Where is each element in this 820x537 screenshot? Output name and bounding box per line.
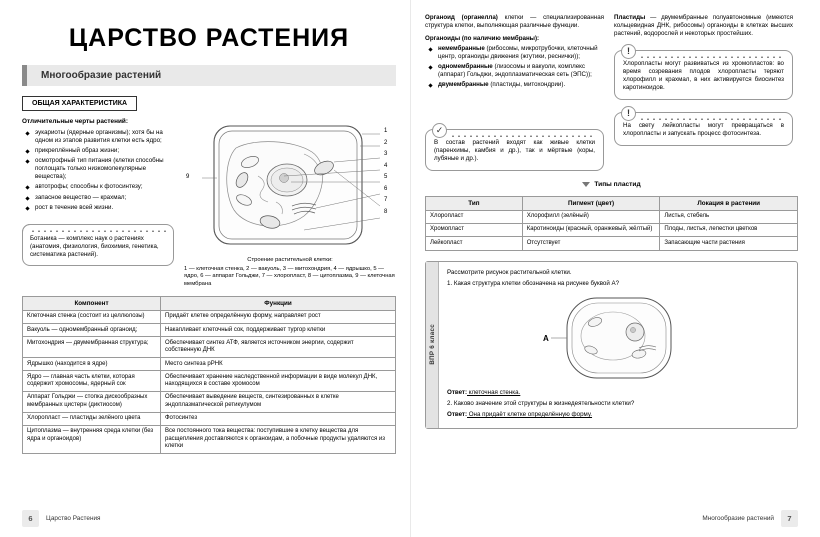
organoid-definition — [425, 14, 604, 30]
list-item: запасное вещество — крахмал; — [31, 194, 174, 202]
figure-column — [184, 118, 396, 288]
vpr-exercise-block — [425, 261, 798, 429]
table-row — [23, 371, 396, 392]
figure-number-labels — [384, 128, 394, 220]
plastid-callout-a-text: Хлоропласты могут развиваться из хромопластов: во время созревания плодов хлоропласты теряют хлорофилл и крахмал, в них активируется биосинтез каротиноидов. — [623, 59, 784, 91]
plastid-definition — [614, 14, 793, 38]
plastid-callout-b-text: На свету лейкопласты могут превращаться в хлоропласты и запускать процесс фотосинтеза. — [623, 122, 784, 138]
table-row — [23, 425, 396, 453]
list-item: рост в течение всей жизни. — [31, 204, 174, 212]
table-cell-function: Придаёт клетке определённую форму, направляет рост — [161, 310, 396, 323]
plant-cell-figure — [184, 118, 396, 253]
plastids-column — [614, 14, 793, 171]
vpr-question-2: 2. Каково значение этой структуры в жизнедеятельности клетки? — [447, 399, 635, 407]
table-cell-component: Аппарат Гольджи — стопка дискообразных мембранных цистерн (диктиосом) — [23, 391, 161, 412]
table-cell-location: Запасающие части растения — [660, 237, 798, 250]
list-item — [434, 45, 604, 61]
page-title: ЦАРСТВО РАСТЕНИЯ — [68, 24, 350, 52]
footer-left — [22, 510, 396, 527]
organoid-text: клетки — специализированная структура клетки, выполняющая различные функции. — [425, 14, 604, 29]
page-number: 7 — [781, 510, 798, 527]
table-header-cell: Локация в растении — [660, 197, 798, 211]
botany-callout — [22, 224, 174, 266]
right-columns — [425, 14, 798, 171]
table-cell-component: Ядро — главная часть клетки, которая содержит хромосомы, ядерный сок — [23, 371, 161, 392]
table-row — [23, 310, 396, 323]
table-row — [23, 358, 396, 371]
table-row — [23, 412, 396, 425]
triangle-down-icon — [582, 182, 590, 187]
table-row — [23, 337, 396, 358]
figure-caption-text: 1 — клеточная стенка, 2 — вакуоль, 3 — митохондрия, 4 — ядрышко, 5 — ядро, 6 — аппарат Гольджи, 7 — хлоропласт, 8 — цитоплазма, 9 — клеточная мембрана — [184, 265, 395, 287]
plastid-term: Пластиды — [614, 14, 646, 21]
table-cell-function: Обеспечивает хранение наследственной информации в виде молекул ДНК, находящихся в составе хромосом — [161, 371, 396, 392]
section-label: ОБЩАЯ ХАРАКТЕРИСТИКА — [22, 96, 137, 111]
table-cell-pigment: Отсутствует — [522, 237, 660, 250]
table-cell-type: Лейкопласт — [426, 237, 523, 250]
list-item: эукариоты (ядерные организмы); хотя бы на одном из этапов развития клетки есть ядро; — [31, 129, 174, 145]
table-cell-location: Плоды, листья, лепестки цветков — [660, 223, 798, 236]
table-header-cell: Функции — [161, 297, 396, 311]
table-cell-function: Все постоянного тока вещества: поступившие в клетку вещества для расщепления доставляются к органоидам, а побочные продукты удаляются из клетки — [161, 425, 396, 453]
check-callout — [425, 124, 604, 171]
table-cell-pigment: Каротиноиды (красный, оранжевый, жёлтый) — [522, 223, 660, 236]
vpr-content — [439, 262, 797, 428]
chapter-heading-bar — [22, 65, 396, 86]
page-right — [410, 0, 820, 537]
table-cell-function: Обеспечивает выведение веществ, синтезированных в клетке эндоплазматической ретикулумом — [161, 391, 396, 412]
organoids-subheading: Органоиды (по наличию мембраны): — [425, 34, 540, 42]
plastid-callout-a — [614, 45, 793, 100]
botany-callout-text: Ботаника — комплекс наук о растениях (анатомия, физиология, биохимия, генетика, систематика растений). — [30, 234, 159, 258]
plastid-callout-b — [614, 108, 793, 146]
list-item — [434, 81, 604, 89]
dotted-leader — [30, 229, 166, 232]
figure-caption — [184, 257, 396, 288]
features-column — [22, 118, 174, 288]
table-cell-component: Вакуоль — одномембранный органоид; — [23, 324, 161, 337]
exclamation-icon: ! — [621, 106, 636, 121]
vpr-figure-letter: А — [543, 333, 549, 343]
table-cell-component: Клеточная стенка (состоит из целлюлозы) — [23, 310, 161, 323]
table-row — [23, 391, 396, 412]
table-cell-type: Хромопласт — [426, 223, 523, 236]
features-lead: Отличительные черты растений: — [22, 118, 128, 125]
vpr-answer-2-label: Ответ: — [447, 410, 468, 418]
list-item-term: одномембранные — [438, 62, 493, 70]
figure-number: 6 — [384, 185, 388, 192]
plastid-types-heading-text: Типы пластид — [594, 181, 641, 188]
plant-cell-outline-icon — [543, 292, 693, 384]
table-header-cell: Компонент — [23, 297, 161, 311]
table-cell-component: Ядрышко (находится в ядре) — [23, 358, 161, 371]
vpr-answer-1-text: клеточная стенка. — [467, 388, 521, 396]
plastid-text: — двумембранные полуавтономные (имеются кольцевидная ДНК, рибосомы) органоиды в клетках высших растений, водорослей и некоторых простейших. — [614, 14, 793, 37]
cell-components-table — [22, 296, 396, 454]
figure-number: 3 — [384, 151, 388, 157]
table-row — [426, 223, 798, 236]
list-item: осмотрофный тип питания (клетки способны поглощать только низкомолекулярные вещества); — [31, 157, 174, 180]
list-item — [434, 63, 604, 79]
figure-number: 5 — [384, 174, 388, 180]
check-callout-text: В состав растений входят как живые клетки (паренхимы, камбия и др.), так и мёртвые (коры, лубяные и др.). — [434, 138, 595, 162]
vpr-figure — [447, 292, 789, 384]
vpr-tab-label: ВПР 6 класс — [428, 324, 436, 366]
check-icon: ✓ — [432, 123, 447, 138]
table-row — [426, 237, 798, 250]
plant-cell-diagram-icon — [184, 118, 396, 253]
list-item-text: (рибосомы, микротрубочки, клеточный центр, органоиды движения (жгутики, реснички)); — [438, 44, 598, 60]
table-header-cell: Пигмент (цвет) — [522, 197, 660, 211]
footer-text: Царство Растения — [46, 515, 101, 522]
exclamation-icon: ! — [621, 44, 636, 59]
table-row — [23, 324, 396, 337]
table-cell-location: Листья, стебель — [660, 210, 798, 223]
list-item-text: (лизосомы и вакуоли, комплекс (аппарат) Гольджи, эндоплазматическая сеть (ЭПС)); — [438, 62, 592, 78]
table-cell-function: Обеспечивает синтез АТФ, является источником энергии, содержит собственную ДНК — [161, 337, 396, 358]
chapter-title: Многообразие растений — [41, 70, 162, 81]
left-columns — [22, 118, 396, 288]
figure-number: 2 — [384, 139, 388, 146]
dotted-leader — [639, 55, 784, 58]
organoids-list — [425, 45, 604, 89]
dotted-leader — [639, 117, 784, 120]
table-cell-component: Цитоплазма — внутренняя среда клетки (без ядра и органоидов) — [23, 425, 161, 453]
figure-number: 8 — [384, 208, 388, 215]
figure-number: 1 — [384, 128, 388, 134]
table-cell-component: Хлоропласт — пластиды зелёного цвета — [23, 412, 161, 425]
plastid-types-heading — [425, 181, 798, 188]
plastid-types-table — [425, 196, 798, 251]
list-item-term: немембранные — [438, 44, 485, 52]
table-header-row — [426, 197, 798, 211]
table-cell-function: Фотосинтез — [161, 412, 396, 425]
list-item: прикреплённый образ жизни; — [31, 147, 174, 155]
vpr-intro: Рассмотрите рисунок растительной клетки. — [447, 268, 572, 276]
vpr-answer-2-text: Она придаёт клетке определённую форму. — [467, 410, 593, 418]
table-cell-pigment: Хлорофилл (зелёный) — [522, 210, 660, 223]
list-item-text: (пластиды, митохондрии). — [488, 81, 566, 89]
dotted-leader — [450, 134, 595, 137]
table-cell-component: Митохондрия — двумембранная структура; — [23, 337, 161, 358]
table-row — [426, 210, 798, 223]
list-item: автотрофы; способны к фотосинтезу; — [31, 183, 174, 191]
vpr-answer-2 — [447, 411, 789, 419]
table-header-row — [23, 297, 396, 311]
vpr-side-tab — [426, 262, 439, 428]
figure-number: 4 — [384, 162, 388, 169]
vpr-question-1: 1. Какая структура клетки обозначена на рисунке буквой А? — [447, 279, 620, 287]
table-cell-function: Накапливает клеточный сок, поддерживает тургор клетки — [161, 324, 396, 337]
figure-number: 7 — [384, 197, 388, 203]
vpr-answer-1 — [447, 389, 789, 397]
table-cell-function: Место синтеза рРНК — [161, 358, 396, 371]
table-header-cell: Тип — [426, 197, 523, 211]
list-item-term: двумембранные — [438, 81, 489, 89]
footer-text: Многообразие растений — [702, 515, 774, 522]
page-number: 6 — [22, 510, 39, 527]
figure-number-left: 9 — [186, 174, 190, 180]
vpr-answer-1-label: Ответ: — [447, 388, 468, 396]
footer-right — [425, 510, 798, 527]
organoid-term: Органоид (органелла) — [425, 14, 498, 21]
features-list — [22, 129, 174, 212]
table-cell-type: Хлоропласт — [426, 210, 523, 223]
organoids-column — [425, 14, 604, 171]
figure-caption-title: Строение растительной клетки: — [247, 257, 333, 263]
